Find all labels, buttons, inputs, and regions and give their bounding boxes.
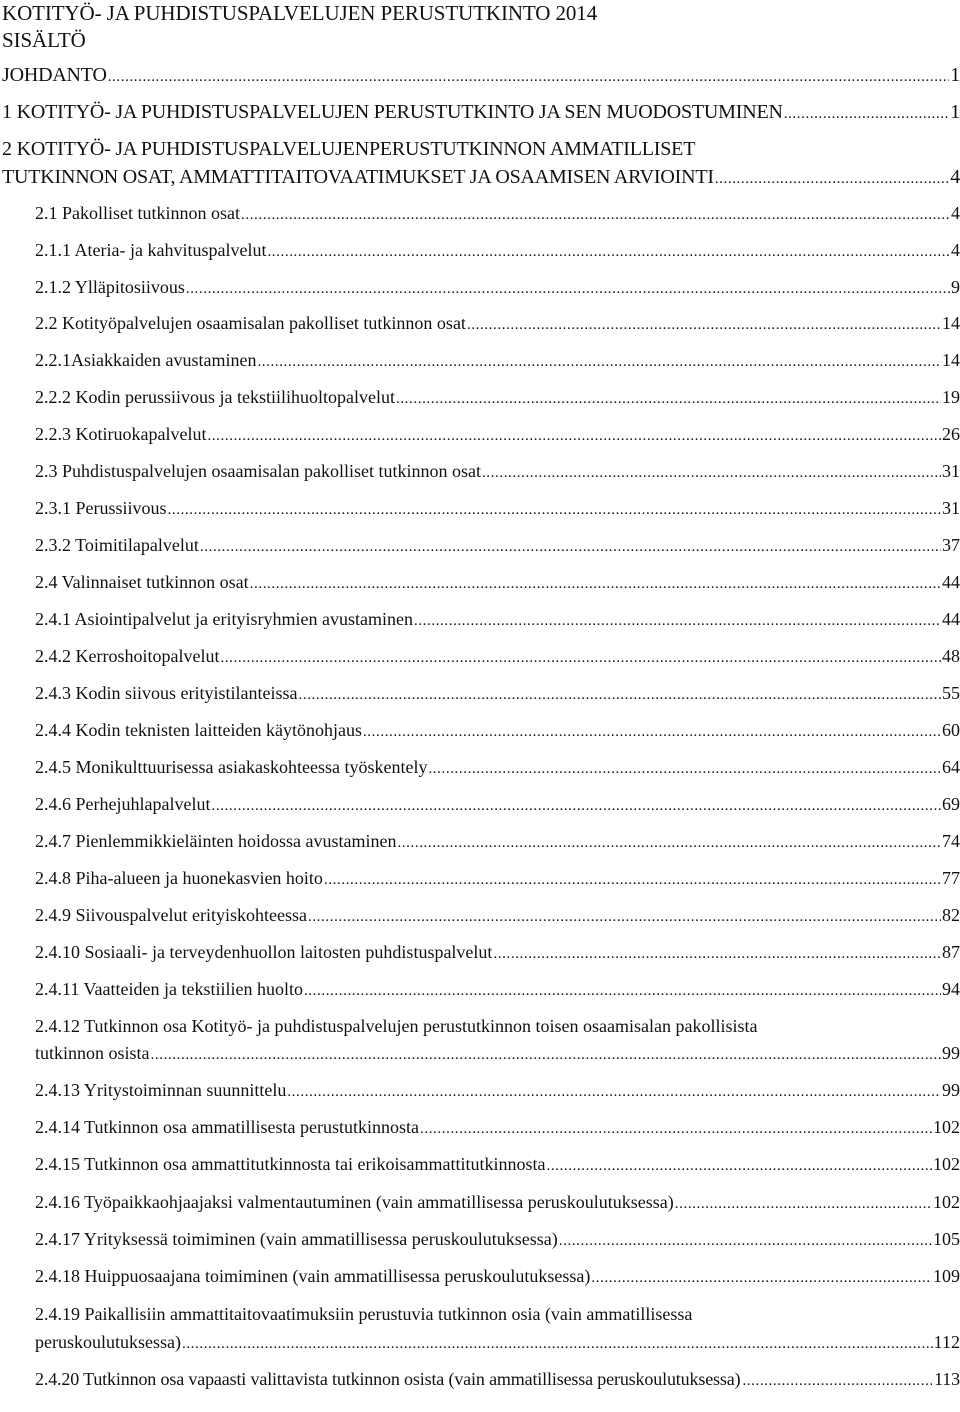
toc-leader-dots [241,203,950,224]
toc-entry-title: 2.4.4 Kodin teknisten laitteiden käytönohjaus [35,720,362,740]
toc-leader-dots [304,979,941,1000]
toc-page-number: 102 [933,1154,960,1174]
toc-leader-dots [257,350,941,371]
toc-leader-dots [151,1043,941,1064]
toc-entry-johdanto[interactable] [2,64,960,87]
toc-page-number: 4 [951,203,960,223]
toc-entry[interactable] [35,313,960,334]
toc-page-number: 74 [942,831,960,851]
toc-leader-dots [482,461,941,482]
toc-entry-title: 2.4.17 Yrityksessä toimiminen (vain ammatillisessa peruskoulutuksessa) [35,1229,558,1249]
toc-entry[interactable] [35,868,960,889]
toc-entry[interactable] [35,720,960,741]
toc-leader-dots [182,1332,933,1353]
toc-page-number: 44 [942,609,960,629]
toc-entry-title: 2.4.6 Perhejuhlapalvelut [35,794,211,814]
toc-leader-dots [428,757,941,778]
toc-entry-title: 2.4.13 Yritystoiminnan suunnittelu [35,1080,287,1100]
toc-entry[interactable] [35,387,960,408]
toc-entry-title: 2.4.11 Vaatteiden ja tekstiilien huolto [35,979,303,999]
toc-page-number: 87 [942,942,960,962]
toc-entry-title: 2.4.3 Kodin siivous erityistilanteissa [35,683,298,703]
toc-entry-title: 2.1 Pakolliset tutkinnon osat [35,203,240,223]
toc-entry-title: 2.4.15 Tutkinnon osa ammattitutkinnosta tai erikoisammattitutkinnosta [35,1154,546,1174]
toc-entry[interactable] [35,979,960,1000]
toc-leader-dots [207,424,941,445]
toc-entry-chapter-2[interactable] [2,166,960,189]
toc-leader-dots [493,942,941,963]
toc-entry-title: 2.2.2 Kodin perussiivous ja tekstiilihuoltopalvelut [35,387,395,407]
toc-page-number: 113 [934,1369,960,1389]
toc-leader-dots [675,1192,932,1213]
toc-entry-title: 2.4.2 Kerroshoitopalvelut [35,646,220,666]
contents-heading: SISÄLTÖ [2,28,86,52]
toc-leader-dots [308,905,941,926]
toc-leader-dots [324,868,941,889]
toc-entry-title: 2.4.16 Työpaikkaohjaajaksi valmentautuminen (vain ammatillisessa peruskoulutuksessa) [35,1192,674,1212]
toc-page-number: 102 [933,1117,960,1137]
toc-entry[interactable] [35,240,960,261]
toc-entry-title: peruskoulutuksessa) [35,1332,181,1352]
toc-page-number: 102 [933,1192,960,1212]
toc-page-number: 69 [942,794,960,814]
toc-entry[interactable] [35,1332,960,1353]
toc-leader-dots [220,646,941,667]
toc-leader-dots [267,240,950,261]
toc-page-number: 26 [942,424,960,444]
toc-entry-title: tutkinnon osista [35,1043,150,1063]
toc-entry-chapter-2-line1[interactable]: 2 KOTITYÖ- JA PUHDISTUSPALVELUJENPERUSTUTKINNON AMMATILLISET [2,138,696,160]
toc-entry-2-4-19-line1[interactable]: 2.4.19 Paikallisiin ammattitaitovaatimuksiin perustuvia tutkinnon osia (vain ammatillisessa [35,1304,693,1324]
toc-page-number: 99 [942,1080,960,1100]
toc-entry-title: 2.2.1Asiakkaiden avustaminen [35,350,257,370]
toc-entry[interactable] [35,1369,960,1390]
toc-page-number: 14 [942,350,960,370]
toc-page-number: 94 [942,979,960,999]
toc-entry[interactable] [35,1154,960,1175]
toc-entry[interactable] [35,1043,960,1064]
toc-page-number: 31 [942,461,960,481]
toc-entry[interactable] [35,350,960,371]
toc-entry-title: 2.1.1 Ateria- ja kahvituspalvelut [35,240,267,260]
toc-page-number: 64 [942,757,960,777]
toc-entry[interactable] [35,831,960,852]
toc-entry[interactable] [35,1080,960,1101]
toc-page-number: 1 [950,64,960,86]
toc-leader-dots [467,313,941,334]
toc-leader-dots [396,387,941,408]
toc-page-number: 112 [933,1332,960,1352]
toc-entry-title: 2.3.1 Perussiivous [35,498,167,518]
toc-leader-dots [186,277,950,298]
toc-leader-dots [420,1117,932,1138]
toc-page-number: 109 [933,1266,960,1286]
toc-entry-title: 2.3.2 Toimitilapalvelut [35,535,199,555]
toc-leader-dots [559,1229,932,1250]
toc-entry-title: 2.4.9 Siivouspalvelut erityiskohteessa [35,905,307,925]
toc-entry[interactable] [35,794,960,815]
toc-leader-dots [591,1266,932,1287]
toc-entry[interactable] [35,1117,960,1138]
toc-entry-title: 2.4.20 Tutkinnon osa vapaasti valittavista tutkinnon osista (vain ammatillisessa peruskoulutuksessa) [35,1369,741,1389]
toc-page-number: 99 [942,1043,960,1063]
toc-entry-title: 2.3 Puhdistuspalvelujen osaamisalan pakolliset tutkinnon osat [35,461,481,481]
toc-entry-title: 2.4.14 Tutkinnon osa ammatillisesta perustutkinnosta [35,1117,419,1137]
toc-page-number: 4 [951,240,960,260]
toc-page-number: 37 [942,535,960,555]
toc-entry-title: TUTKINNON OSAT, AMMATTITAITOVAATIMUKSET JA OSAAMISEN ARVIOINTI [2,166,714,188]
toc-entry[interactable] [35,461,960,482]
toc-entry-title: 2.2 Kotityöpalvelujen osaamisalan pakolliset tutkinnon osat [35,313,466,333]
toc-entry[interactable] [35,646,960,667]
toc-page-number: 1 [950,101,960,123]
toc-leader-dots [397,831,941,852]
toc-leader-dots [414,609,941,630]
toc-page-number: 48 [942,646,960,666]
toc-page-number: 19 [942,387,960,407]
toc-leader-dots [250,572,941,593]
toc-entry-title: 2.4 Valinnaiset tutkinnon osat [35,572,249,592]
toc-entry[interactable] [35,203,960,224]
toc-entry[interactable] [35,572,960,593]
toc-entry[interactable] [35,757,960,778]
toc-entry[interactable] [35,277,960,298]
toc-entry[interactable] [35,905,960,926]
toc-leader-dots [108,64,949,87]
toc-entry-title: 2.1.2 Ylläpitosiivous [35,277,185,297]
document-header [2,0,597,54]
toc-entry-title: 2.4.7 Pienlemmikkieläinten hoidossa avustaminen [35,831,397,851]
toc-leader-dots [287,1080,941,1101]
toc-entry[interactable] [35,498,960,519]
toc-leader-dots [546,1154,932,1175]
toc-page-number: 60 [942,720,960,740]
toc-entry-title: JOHDANTO [2,64,107,86]
toc-page-number: 14 [942,313,960,333]
toc-leader-dots [363,720,941,741]
toc-page-number: 55 [942,683,960,703]
toc-page-number: 44 [942,572,960,592]
toc-page-number: 31 [942,498,960,518]
toc-entry[interactable] [35,1229,960,1250]
toc-page-number: 4 [950,166,960,188]
toc-leader-dots [299,683,942,704]
toc-page-number: 9 [951,277,960,297]
toc-leader-dots [211,794,941,815]
toc-entry[interactable] [35,683,960,704]
document-title: KOTITYÖ- JA PUHDISTUSPALVELUJEN PERUSTUTKINTO 2014 [2,1,598,25]
toc-entry[interactable] [35,535,960,556]
toc-entry-title: 2.4.1 Asiointipalvelut ja erityisryhmien avustaminen [35,609,413,629]
toc-entry[interactable] [35,609,960,630]
toc-entry-title: 1 KOTITYÖ- JA PUHDISTUSPALVELUJEN PERUSTUTKINTO JA SEN MUODOSTUMINEN [2,101,783,123]
toc-entry[interactable] [35,424,960,445]
toc-entry-2-4-12-line1[interactable]: 2.4.12 Tutkinnon osa Kotityö- ja puhdistuspalvelujen perustutkinnon toisen osaamisalan pakollisista [35,1016,758,1036]
toc-entry[interactable] [35,1192,960,1213]
toc-leader-dots [168,498,941,519]
toc-entry-title: 2.4.10 Sosiaali- ja terveydenhuollon laitosten puhdistuspalvelut [35,942,493,962]
toc-entry-title: 2.4.18 Huippuosaajana toimiminen (vain ammatillisessa peruskoulutuksessa) [35,1266,591,1286]
toc-entry-title: 2.2.3 Kotiruokapalvelut [35,424,207,444]
toc-entry-title: 2.4.5 Monikulttuurisessa asiakaskohteessa työskentely [35,757,428,777]
toc-leader-dots [715,166,949,189]
toc-entry[interactable] [35,942,960,963]
toc-entry[interactable] [35,1266,960,1287]
toc-entry-title: 2.4.8 Piha-alueen ja huonekasvien hoito [35,868,323,888]
toc-entry-chapter-1[interactable] [2,101,960,124]
toc-page-number: 105 [933,1229,960,1249]
toc-page-number: 77 [942,868,960,888]
toc-leader-dots [742,1369,932,1390]
toc-leader-dots [200,535,941,556]
toc-page-number: 82 [942,905,960,925]
toc-leader-dots [784,101,949,124]
